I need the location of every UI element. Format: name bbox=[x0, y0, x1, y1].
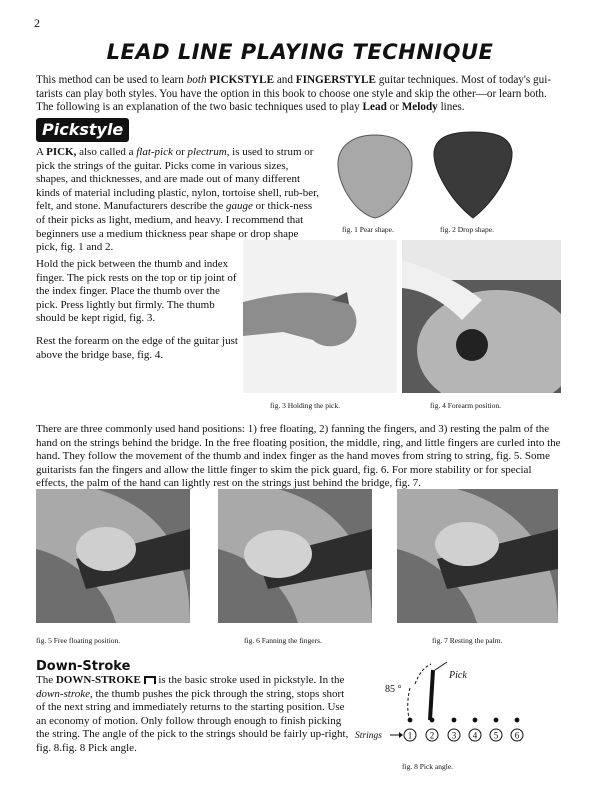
downstroke-heading: Down-Stroke bbox=[36, 659, 131, 674]
caption-fig-7: fig. 7 Resting the palm. bbox=[432, 636, 503, 645]
string-dot bbox=[515, 718, 520, 723]
string-dot bbox=[494, 718, 499, 723]
caption-fig-8: fig. 8 Pick angle. bbox=[402, 762, 454, 771]
guitar-closeup-3 bbox=[397, 489, 558, 623]
guitar-closeup-1 bbox=[36, 489, 190, 623]
pick-pointer bbox=[435, 662, 447, 670]
string-number: 5 bbox=[493, 730, 499, 741]
downstroke-paragraph: The DOWN-STROKE is the basic stroke used in pickstyle. In the down-stroke, the thumb pushes the pick through the string, stops short of the next string and immediately returns to the starting position. Use an economy of motion. Only follow through enough to finish picking the string. The angle of the pick to the strings should be fairly up-right, fig. 8.fig. 8 Pick angle. bbox=[36, 674, 349, 754]
downstroke-symbol-icon bbox=[144, 676, 156, 684]
string-dot bbox=[430, 718, 435, 723]
caption-fig-1: fig. 1 Pear shape. bbox=[342, 225, 394, 234]
pick-paragraph: A PICK, also called a flat-pick or plectrum, is used to strum or pick the strings of the guitar. Picks come in various sizes, shapes, and thicknesses, and are made out of many different kinds of material including plastic, nylon, tortoise shell, rub-ber, felt, and stone. Manufacturers describe the gauge or thick-ness of their picks as light, medium, and heavy. I recommend that beginners use a medium thickness pear shape or drop shape pick, fig. 1 and 2. bbox=[36, 146, 320, 254]
caption-fig-5: fig. 5 Free floating position. bbox=[36, 636, 121, 645]
string-number-circles bbox=[404, 729, 523, 741]
photo-fanning-fingers bbox=[218, 489, 372, 623]
string-number: 2 bbox=[429, 730, 435, 741]
pear-pick-illustration bbox=[335, 132, 415, 220]
string-number: 1 bbox=[407, 730, 413, 741]
pick-line bbox=[430, 670, 433, 720]
string-dot bbox=[408, 718, 413, 723]
angle-arc-lower bbox=[408, 688, 410, 722]
drop-pick-illustration bbox=[430, 130, 516, 220]
caption-fig-4: fig. 4 Forearm position. bbox=[430, 401, 502, 410]
pick-angle-diagram bbox=[355, 660, 555, 760]
intro-paragraph: This method can be used to learn both PICKSTYLE and FINGERSTYLE guitar techniques. Most of today's gui-tarists can play both styles. You have the option in this book to choose one style and skip the other—or learn both. The following is an explanation of the two basic techniques used to play Lead or Melody lines. bbox=[36, 74, 552, 113]
string-number: 4 bbox=[472, 730, 478, 741]
angle-label: 85 ° bbox=[385, 684, 402, 695]
string-dot bbox=[452, 718, 457, 723]
pick-label: Pick bbox=[449, 670, 467, 681]
page-title: LEAD LINE PLAYING TECHNIQUE bbox=[106, 40, 494, 64]
guitar-closeup-2 bbox=[218, 489, 372, 623]
forearm-paragraph: Rest the forearm on the edge of the guitar just above the bridge base, fig. 4. bbox=[36, 335, 238, 361]
string-number: 3 bbox=[451, 730, 457, 741]
photo-forearm-position bbox=[402, 240, 561, 393]
photo-holding-pick bbox=[243, 240, 397, 393]
hand-illustration bbox=[243, 240, 397, 393]
strings-label: Strings bbox=[355, 731, 382, 741]
caption-fig-2: fig. 2 Drop shape. bbox=[440, 225, 494, 234]
page-number: 2 bbox=[34, 16, 40, 30]
string-number: 6 bbox=[514, 730, 520, 741]
photo-free-floating bbox=[36, 489, 190, 623]
section-heading-pickstyle: Pickstyle bbox=[36, 118, 129, 142]
angle-arc bbox=[415, 664, 431, 684]
hold-pick-paragraph: Hold the pick between the thumb and index finger. The pick rests on the top or tip joint of the index finger. Place the thumb over the pick. Press lightly but firmly. The thumb should be kept rigid, fig. 3. bbox=[36, 258, 237, 325]
caption-fig-3: fig. 3 Holding the pick. bbox=[270, 401, 340, 410]
guitar-illustration bbox=[402, 240, 561, 393]
arrow-head-icon bbox=[399, 732, 403, 738]
caption-fig-6: fig. 6 Fanning the fingers. bbox=[244, 636, 322, 645]
photo-resting-palm bbox=[397, 489, 558, 623]
hand-positions-paragraph: There are three commonly used hand positions: 1) free floating, 2) fanning the fingers, and 3) resting the palm of the hand on the strings behind the bridge. In the free floating position, the middle, ring, and little fingers are curled into the hand. They follow the movement of the thumb and index finger as the hand moves from string to string, fig. 5. Some guitarists fan the fingers and allow the little finger to skim the pick guard, fig. 6. For more stability or for special effects, the palm of the hand can lightly rest on the strings just behind the bridge, fig. 7. bbox=[36, 423, 561, 490]
string-dot bbox=[473, 718, 478, 723]
